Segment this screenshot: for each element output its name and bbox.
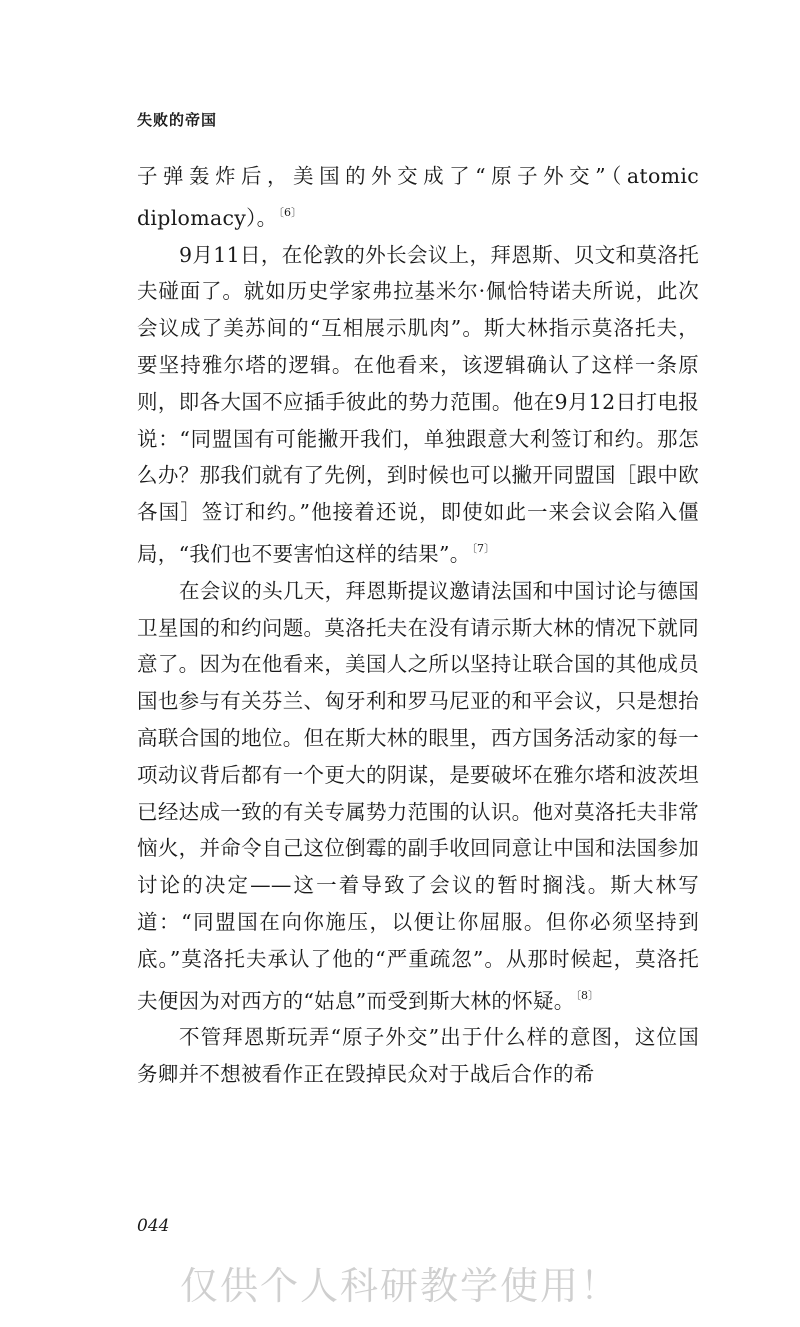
paragraph-2-text: 9月11日，在伦敦的外长会议上，拜恩斯、贝文和莫洛托夫碰面了。就如历史学家弗拉基米尔·佩恰特诺夫所说，此次会议成了美苏间的“互相展示肌肉”。斯大林指示莫洛托夫，要坚持雅尔塔的逻辑。在他看来，该逻辑确认了这样一条原则，即各大国不应插手彼此的势力范围。他在9月12日打电报说：“同盟国有可能撇开我们，单独跟意大利签订和约。那怎么办？那我们就有了先例，到时候也可以撇开同盟国［跟中欧各国］签订和约。”他接着还说，即使如此一来会议会陷入僵局，“我们也不要害怕这样的结果”。 [137,242,699,566]
footnote-ref-8: 〔8〕 [575,988,600,1002]
paragraph-1 [137,158,699,237]
paragraph-3 [137,573,699,1020]
page-number: 044 [137,1216,170,1236]
watermark-text: 仅供个人科研教学使用！ [179,1264,620,1308]
paragraph-4-text: 不管拜恩斯玩弄“原子外交”出于什么样的意图，这位国务卿并不想被看作正在毁掉民众对于战后合作的希 [137,1025,699,1087]
footnote-ref-7: 〔7〕 [471,541,496,555]
body-text [137,158,699,1093]
running-head-title: 失败的帝国 [137,111,218,129]
paragraph-3-text: 在会议的头几天，拜恩斯提议邀请法国和中国讨论与德国卫星国的和约问题。莫洛托夫在没有请示斯大林的情况下就同意了。因为在他看来，美国人之所以坚持让联合国的其他成员国也参与有关芬兰、匈牙利和罗马尼亚的和平会议，只是想抬高联合国的地位。但在斯大林的眼里，西方国务活动家的每一项动议背后都有一个更大的阴谋，是要破坏在雅尔塔和波茨坦已经达成一致的有关专属势力范围的认识。他对莫洛托夫非常恼火，并命令自己这位倒霉的副手收回同意让中国和法国参加讨论的决定——这一着导致了会议的暂时搁浅。斯大林写道：“同盟国在向你施压，以便让你屈服。但你必须坚持到底。”莫洛托夫承认了他的“严重疏忽”。从那时候起，莫洛托夫便因为对西方的“姑息”而受到斯大林的怀疑。 [137,578,700,1013]
footnote-ref-6: 〔6〕 [278,205,302,219]
paragraph-1-text: 子弹轰炸后，美国的外交成了“原子外交”（atomic diplomacy）。 [137,164,699,230]
paragraph-2 [137,237,699,573]
paragraph-4 [137,1019,699,1093]
